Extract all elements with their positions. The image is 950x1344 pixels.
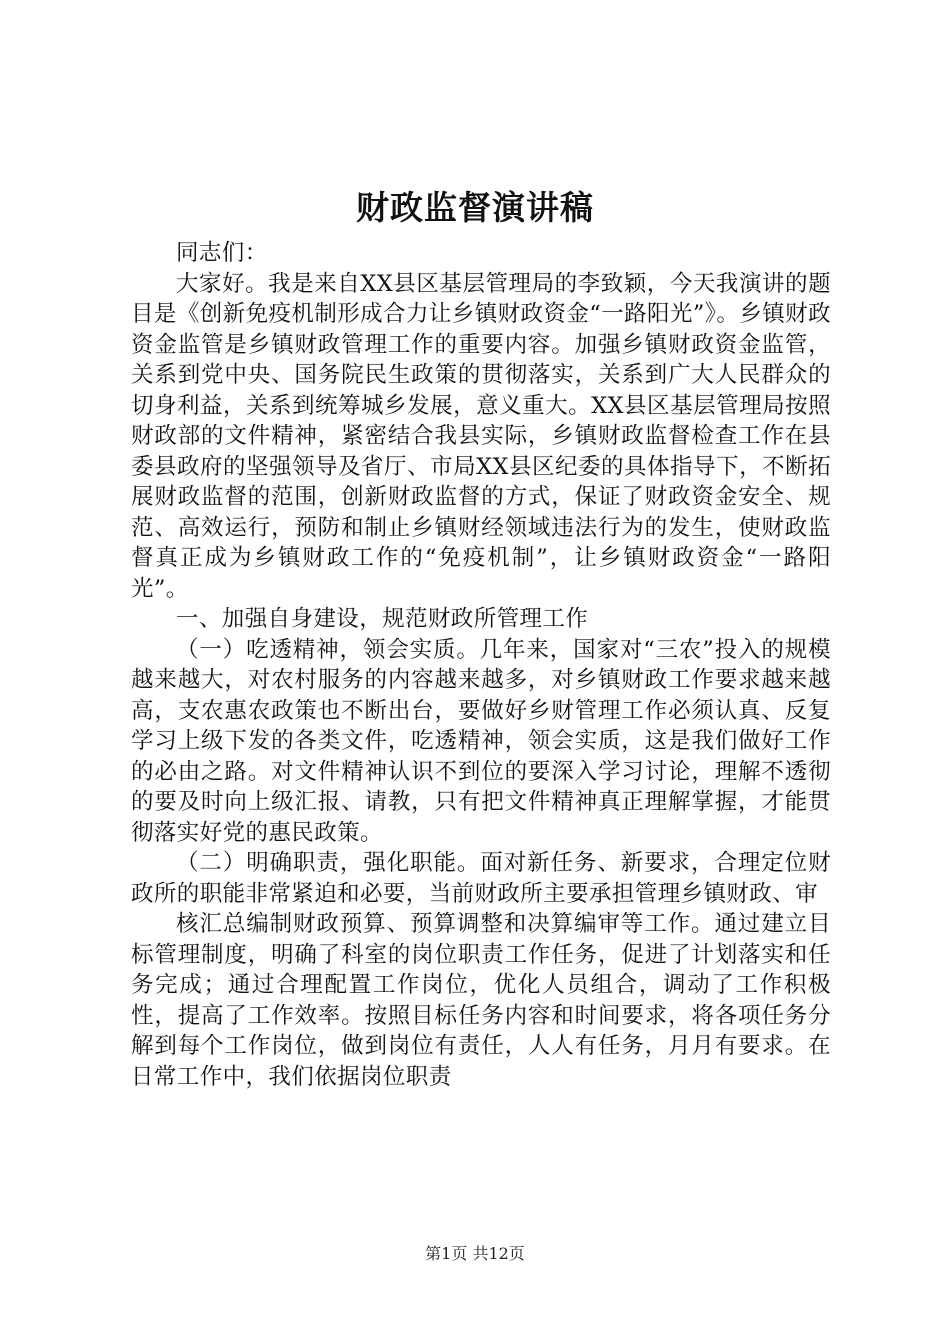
paragraph-subsection-1: （一）吃透精神，领会实质。几年来，国家对“三农”投入的规模越来越大，对农村服务的内容越来越多，对乡镇财政工作要求越来越高，支农惠农政策也不断出台，要做好乡财管理工作必须认真、反复学习上级下发的各类文件，吃透精神，领会实质，这是我们做好工作的必由之路。对文件精神认识不到位的要深入学习讨论，理解不透彻的要及时向上级汇报、请教，只有把文件精神真正理解掌握，才能贯彻落实好党的惠民政策。: [131, 636, 831, 846]
document-title: 财政监督演讲稿: [356, 188, 594, 227]
page-number-footer: 第1页 共12页: [425, 1244, 525, 1263]
paragraph-subsection-2: （二）明确职责，强化职能。面对新任务、新要求，合理定位财政所的职能非常紧迫和必要，当前财政所主要承担管理乡镇财政、审: [131, 850, 831, 907]
paragraph-introduction: 大家好。我是来自XX县区基层管理局的李致颖，今天我演讲的题目是《创新免疫机制形成合力让乡镇财政资金“一路阳光”》。乡镇财政资金监管是乡镇财政管理工作的重要内容。加强乡镇财政资金监管，关系到党中央、国务院民生政策的贯彻落实，关系到广大人民群众的切身利益，关系到统筹城乡发展，意义重大。XX县区基层管理局按照财政部的文件精神，紧密结合我县实际，乡镇财政监督检查工作在县委县政府的坚强领导及省厅、市局XX县区纪委的具体指导下，不断拓展财政监督的范围，创新财政监督的方式，保证了财政资金安全、规范、高效运行，预防和制止乡镇财经领域违法行为的发生，使财政监督真正成为乡镇财政工作的“免疫机制”，让乡镇财政资金“一路阳光”。: [131, 270, 831, 602]
section-heading-1: 一、加强自身建设，规范财政所管理工作: [176, 606, 589, 632]
document-body: [131, 238, 831, 1092]
paragraph-salutation: 同志们：: [176, 240, 268, 266]
paragraph-continuation: 核汇总编制财政预算、预算调整和决算编审等工作。通过建立目标管理制度，明确了科室的岗位职责工作任务，促进了计划落实和任务完成；通过合理配置工作岗位，优化人员组合，调动了工作积极性，提高了工作效率。按照目标任务内容和时间要求，将各项任务分解到每个工作岗位，做到岗位有责任，人人有任务，月月有要求。在日常工作中，我们依据岗位职责: [131, 911, 831, 1090]
